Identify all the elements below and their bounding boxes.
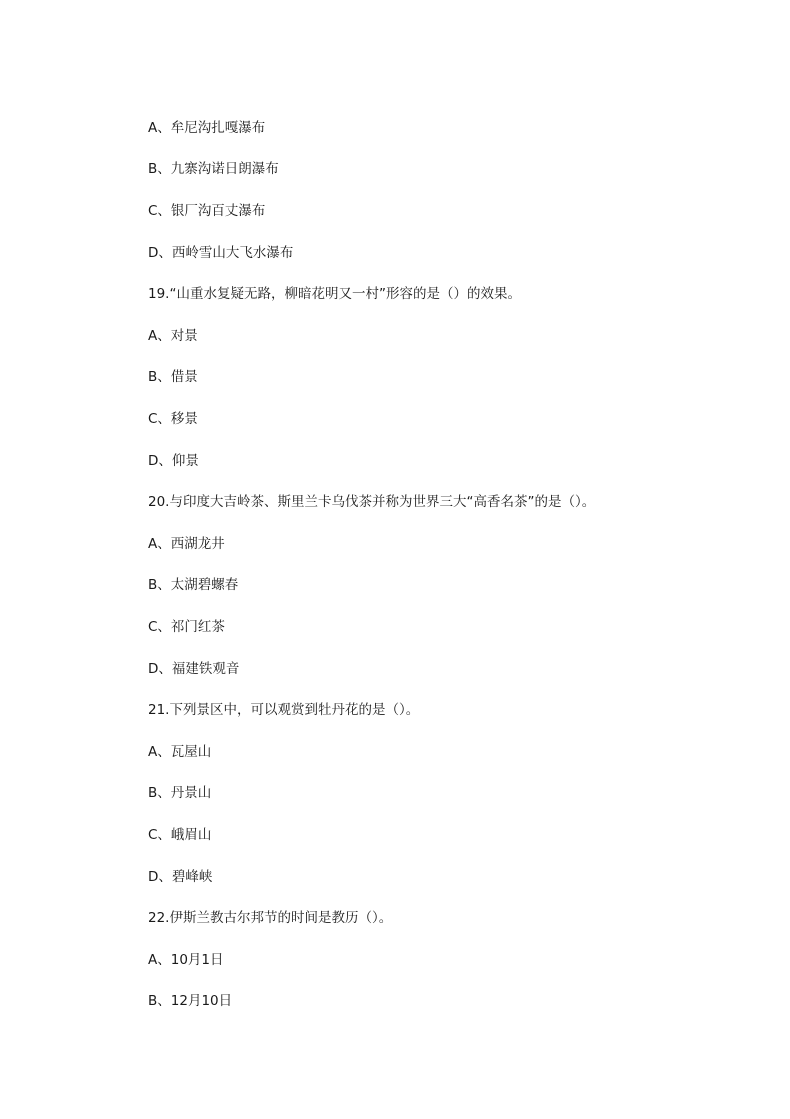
- option-line: A、瓦屋山: [148, 744, 212, 760]
- option-line: D、福建铁观音: [148, 661, 240, 677]
- question-line: 22.伊斯兰教古尔邦节的时间是教历（）。: [148, 910, 393, 926]
- option-line: C、移景: [148, 411, 198, 427]
- option-line: A、10月1日: [148, 952, 224, 968]
- question-line: 21.下列景区中，可以观赏到牡丹花的是（）。: [148, 702, 420, 718]
- option-line: B、12月10日: [148, 993, 233, 1009]
- option-line: D、碧峰峡: [148, 869, 213, 885]
- option-line: D、仰景: [148, 453, 199, 469]
- option-line: D、西岭雪山大飞水瀑布: [148, 245, 294, 261]
- option-line: B、九寨沟诺日朗瀑布: [148, 161, 279, 177]
- option-line: C、祁门红茶: [148, 619, 225, 635]
- option-line: C、峨眉山: [148, 827, 212, 843]
- option-line: A、牟尼沟扎嘎瀑布: [148, 120, 266, 136]
- option-line: C、银厂沟百丈瀑布: [148, 203, 266, 219]
- question-line: 19.“山重水复疑无路，柳暗花明又一村”形容的是（）的效果。: [148, 286, 521, 302]
- option-line: A、对景: [148, 328, 198, 344]
- question-line: 20.与印度大吉岭茶、斯里兰卡乌伐茶并称为世界三大“高香名茶”的是（）。: [148, 494, 596, 510]
- option-line: B、借景: [148, 369, 198, 385]
- option-line: A、西湖龙井: [148, 536, 225, 552]
- option-line: B、太湖碧螺春: [148, 577, 239, 593]
- option-line: B、丹景山: [148, 785, 212, 801]
